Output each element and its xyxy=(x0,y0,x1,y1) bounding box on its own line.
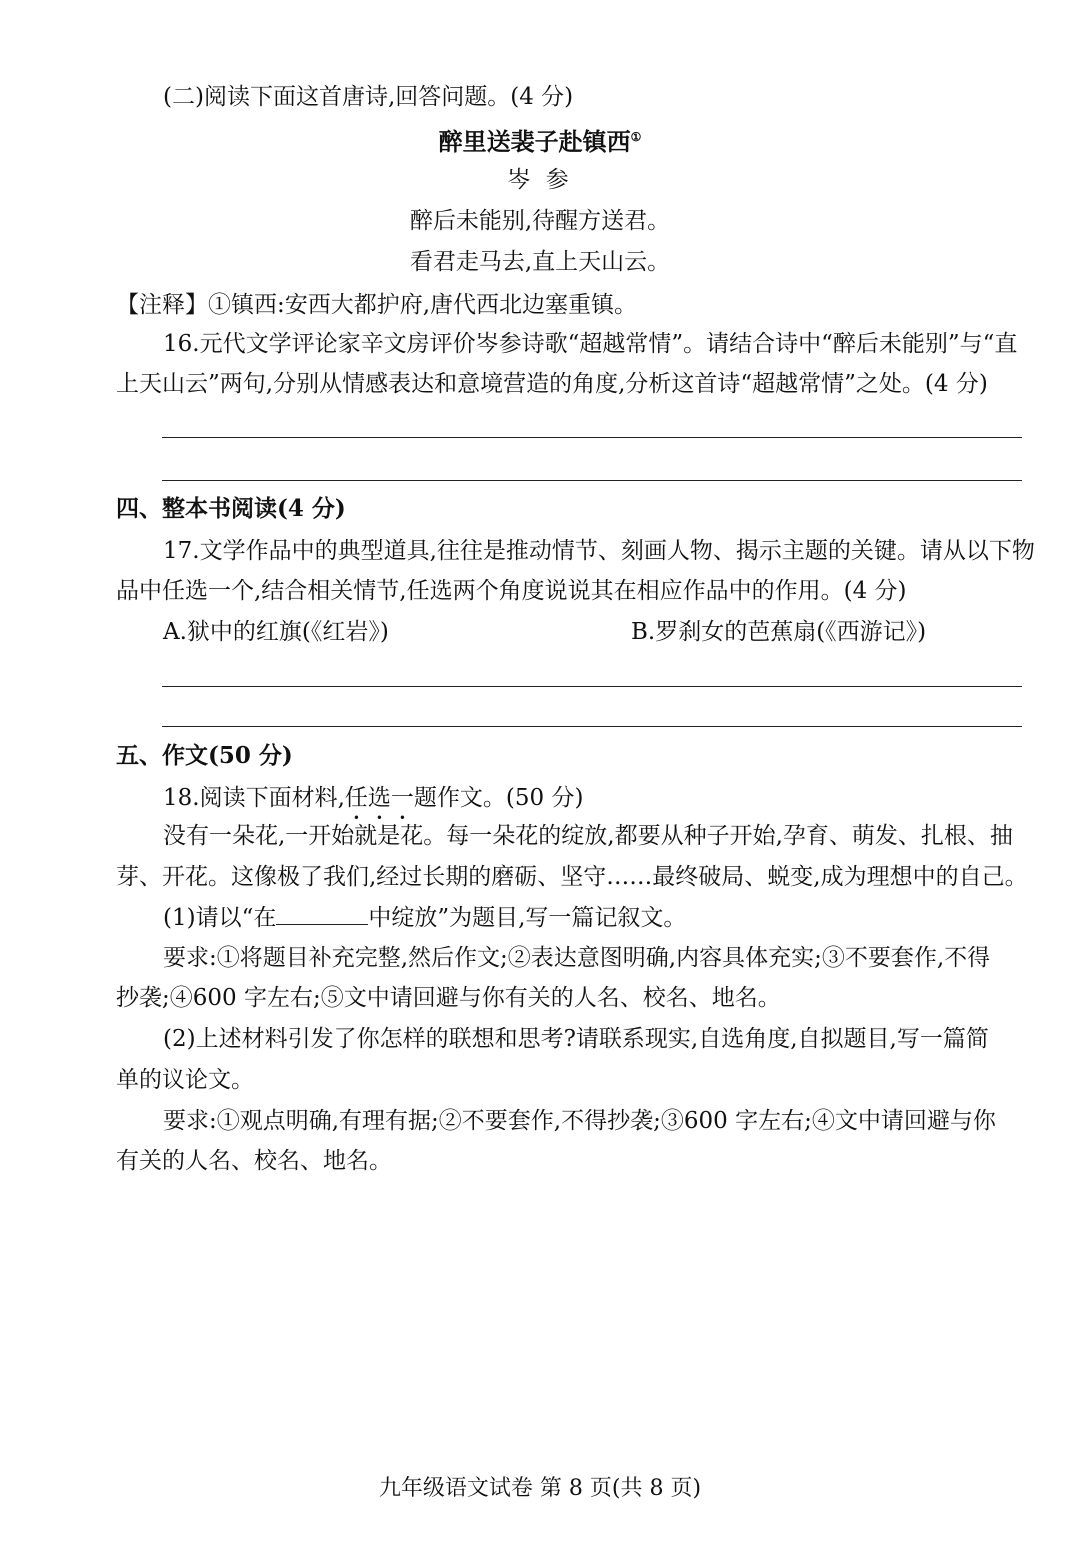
poem-author: 岑 参 xyxy=(507,167,573,193)
q16-line-1: 16.元代文学评论家辛文房评价岑参诗歌“超越常情”。请结合诗中“醉后未能别”与“直 xyxy=(163,331,1018,357)
q18-requirement-1-line-2: 抄袭;④600 字左右;⑤文中请回避与你有关的人名、校名、地名。 xyxy=(116,985,781,1011)
q18-task-2-line-2: 单的议论文。 xyxy=(116,1067,254,1093)
q18-intro-prefix: 18.阅读下面材料, xyxy=(163,785,345,811)
poem-line-2: 看君走马去,直上天山云。 xyxy=(409,249,671,275)
q16-answer-line-2[interactable] xyxy=(162,480,1022,481)
q18-requirement-2-line-2: 有关的人名、校名、地名。 xyxy=(116,1148,392,1174)
q18-task-1-suffix: 中绽放”为题目,写一篇记叙文。 xyxy=(368,905,687,931)
poem-annotation: 【注释】①镇西:安西大都护府,唐代西北边塞重镇。 xyxy=(116,292,638,318)
q16-line-2: 上天山云”两句,分别从情感表达和意境营造的角度,分析这首诗“超越常情”之处。(4 分) xyxy=(116,371,988,397)
poem-title-footnote-mark: ① xyxy=(630,130,642,144)
q17-option-a: A.狱中的红旗(《红岩》) xyxy=(163,619,389,645)
q18-requirement-2-line-1: 要求:①观点明确,有理有据;②不要套作,不得抄袭;③600 字左右;④文中请回避与你 xyxy=(163,1108,996,1134)
section5-heading: 五、作文(50 分) xyxy=(116,742,293,769)
q18-task-1-prefix: (1)请以“在 xyxy=(163,905,277,931)
q18-material-line-2: 芽、开花。这像极了我们,经过长期的磨砺、坚守……最终破局、蜕变,成为理想中的自己。 xyxy=(116,864,1028,890)
q17-answer-line-2[interactable] xyxy=(162,726,1022,727)
q17-line-2: 品中任选一个,结合相关情节,任选两个角度说说其在相应作品中的作用。(4 分) xyxy=(116,578,907,604)
q18-task-1-blank[interactable] xyxy=(276,902,368,925)
q18-task-2-line-1: (2)上述材料引发了你怎样的联想和思考?请联系现实,自选角度,自拟题目,写一篇简 xyxy=(163,1026,989,1052)
q18-intro xyxy=(163,782,583,825)
page-footer: 九年级语文试卷 第 8 页(共 8 页) xyxy=(378,1476,702,1501)
q18-material-line-1: 没有一朵花,一开始就是花。每一朵花的绽放,都要从种子开始,孕育、萌发、扎根、抽 xyxy=(163,823,1013,849)
q18-intro-suffix: 题作文。(50 分) xyxy=(413,785,584,811)
q18-intro-emphasis: 任选一 xyxy=(344,785,414,811)
q17-answer-line-1[interactable] xyxy=(162,686,1022,687)
poem-title-text: 醉里送裴子赴镇西 xyxy=(438,127,631,156)
section2-heading: (二)阅读下面这首唐诗,回答问题。(4 分) xyxy=(163,84,574,110)
poem-line-1: 醉后未能别,待醒方送君。 xyxy=(409,208,671,234)
q18-requirement-1-line-1: 要求:①将题目补充完整,然后作文;②表达意图明确,内容具体充实;③不要套作,不得 xyxy=(163,945,991,971)
poem-title xyxy=(0,121,1080,158)
q17-option-b: B.罗刹女的芭蕉扇(《西游记》) xyxy=(631,619,927,645)
q18-task-1 xyxy=(163,902,686,934)
q16-answer-line-1[interactable] xyxy=(162,437,1022,438)
section4-heading: 四、整本书阅读(4 分) xyxy=(116,495,346,522)
q17-line-1: 17.文学作品中的典型道具,往往是推动情节、刻画人物、揭示主题的关键。请从以下物 xyxy=(163,538,1035,564)
